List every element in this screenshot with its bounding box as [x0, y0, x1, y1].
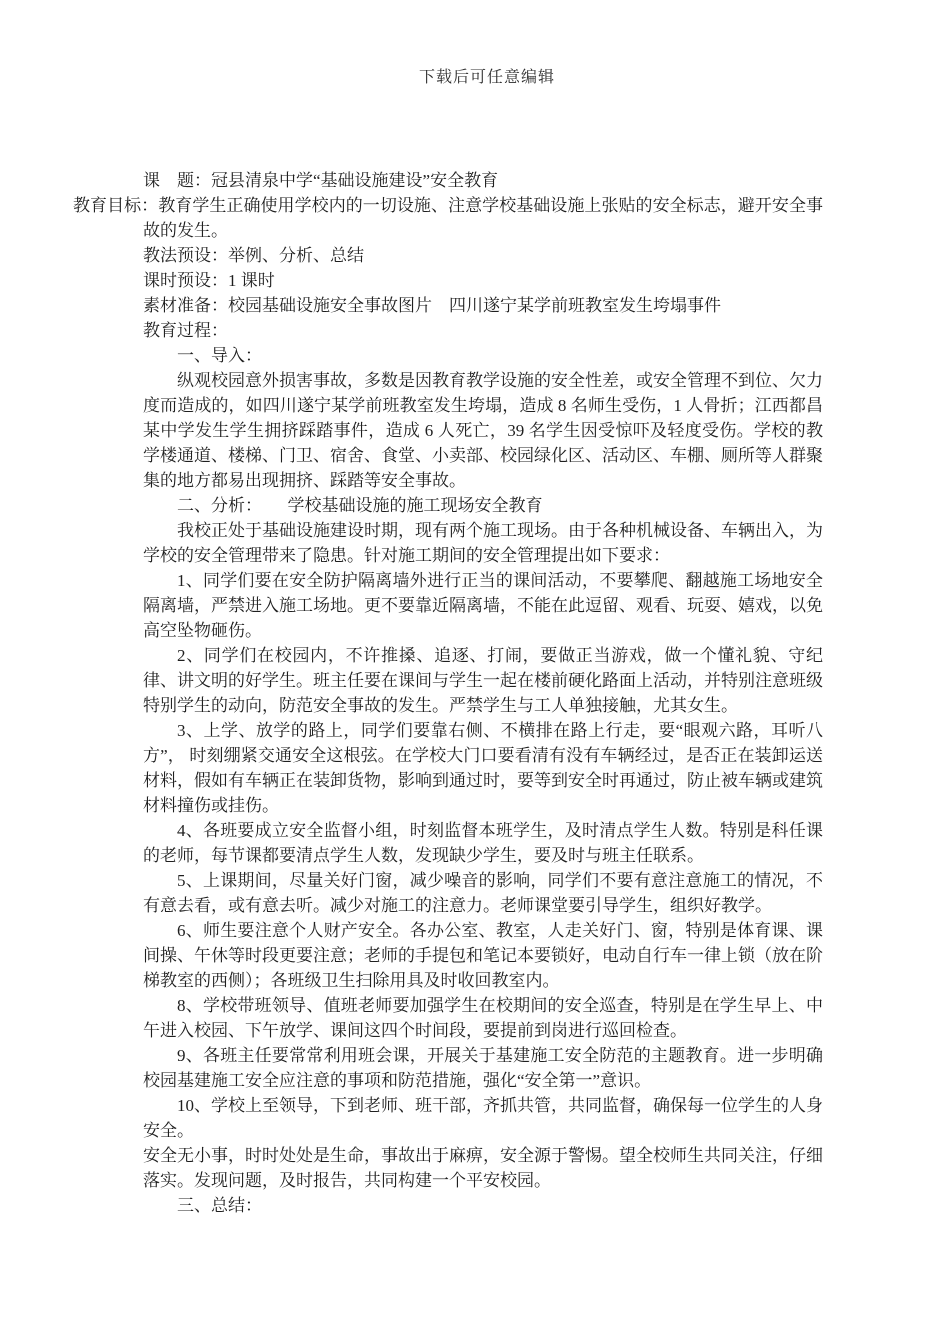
document-body — [73, 168, 823, 1218]
paragraph: 4、各班要成立安全监督小组，时刻监督本班学生，及时清点学生人数。特别是科任课的老师，每节课都要清点学生人数，发现缺少学生，要及时与班主任联系。 — [143, 821, 823, 865]
paragraph: 2、同学们在校园内，不许推搡、追逐、打闹，要做正当游戏，做一个懂礼貌、守纪律、讲文明的好学生。班主任要在课间与学生一起在楼前硬化路面上活动，并特别注意班级特别学生的动向，防范安全事故的发生。严禁学生与工人单独接触，尤其女生。 — [143, 646, 823, 715]
paragraph: 安全无小事，时时处处是生命，事故出于麻痹，安全源于警惕。望全校师生共同关注，仔细落实。发现问题，及时报告，共同构建一个平安校园。 — [143, 1146, 823, 1190]
paragraph: 纵观校园意外损害事故，多数是因教育教学设施的安全性差，或安全管理不到位、欠力度而造成的，如四川遂宁某学前班教室发生垮塌，造成 8 名师生受伤，1 人骨折；江西都昌某中学发生学生拥挤踩踏事件，造成 6 人死亡，39 名学生因受惊吓及轻度受伤。学校的教学楼通道、楼梯、门卫、宿舍、食堂、小卖部、校园绿化区、活动区、车棚、厕所等人群聚集的地方都易出现拥挤、踩踏等安全事故。 — [143, 371, 823, 490]
paragraph: 三、总结： — [177, 1196, 262, 1215]
paragraph: 5、上课期间，尽量关好门窗，减少噪音的影响，同学们不要有意注意施工的情况，不有意去看，或有意去听。减少对施工的注意力。老师课堂要引导学生，组织好教学。 — [143, 871, 823, 915]
paragraph: 课时预设：1 课时 — [143, 271, 275, 290]
paragraph: 10、学校上至领导，下到老师、班干部，齐抓共管，共同监督，确保每一位学生的人身安全。 — [143, 1096, 823, 1140]
editable-after-download-note: 下载后可任意编辑 — [418, 69, 555, 86]
paragraph: 6、师生要注意个人财产安全。各办公室、教室，人走关好门、窗，特别是体育课、课间操、午休等时段更要注意；老师的手提包和笔记本要锁好，电动自行车一律上锁（放在阶梯教室的西侧）；各班级卫生扫除用具及时收回教室内。 — [143, 921, 823, 990]
paragraph: 课 题：冠县清泉中学“基础设施建设”安全教育 — [143, 171, 499, 190]
paragraph: 教法预设：举例、分析、总结 — [143, 246, 364, 265]
paragraph: 8、学校带班领导、值班老师要加强学生在校期间的安全巡查，特别是在学生早上、中午进入校园、下午放学、课间这四个时间段，要提前到岗进行巡回检查。 — [143, 996, 823, 1040]
paragraph: 二、分析： 学校基础设施的施工现场安全教育 — [177, 496, 543, 515]
paragraph: 3、上学、放学的路上，同学们要靠右侧、不横排在路上行走，要“眼观六路，耳听八方”， 时刻绷紧交通安全这根弦。在学校大门口要看清有没有车辆经过，是否正在装卸运送材料，假如有车辆正在装卸货物，影响到通过时，要等到安全时再通过，防止被车辆或建筑材料撞伤或挂伤。 — [143, 721, 823, 815]
paragraph: 一、导入： — [177, 346, 262, 365]
paragraph: 教育过程： — [143, 321, 228, 340]
paragraph: 教育目标：教育学生正确使用学校内的一切设施、注意学校基础设施上张贴的安全标志，避开安全事故的发生。 — [73, 196, 823, 240]
paragraph: 素材准备：校园基础设施安全事故图片 四川遂宁某学前班教室发生垮塌事件 — [143, 296, 721, 315]
paragraph: 9、各班主任要常常利用班会课，开展关于基建施工安全防范的主题教育。进一步明确校园基建施工安全应注意的事项和防范措施，强化“安全第一”意识。 — [143, 1046, 823, 1090]
paragraph: 1、同学们要在安全防护隔离墙外进行正当的课间活动，不要攀爬、翻越施工场地安全隔离墙，严禁进入施工场地。更不要靠近隔离墙，不能在此逗留、观看、玩耍、嬉戏，以免高空坠物砸伤。 — [143, 571, 823, 640]
paragraph: 我校正处于基础设施建设时期，现有两个施工现场。由于各种机械设备、车辆出入，为学校的安全管理带来了隐患。针对施工期间的安全管理提出如下要求： — [143, 521, 823, 565]
